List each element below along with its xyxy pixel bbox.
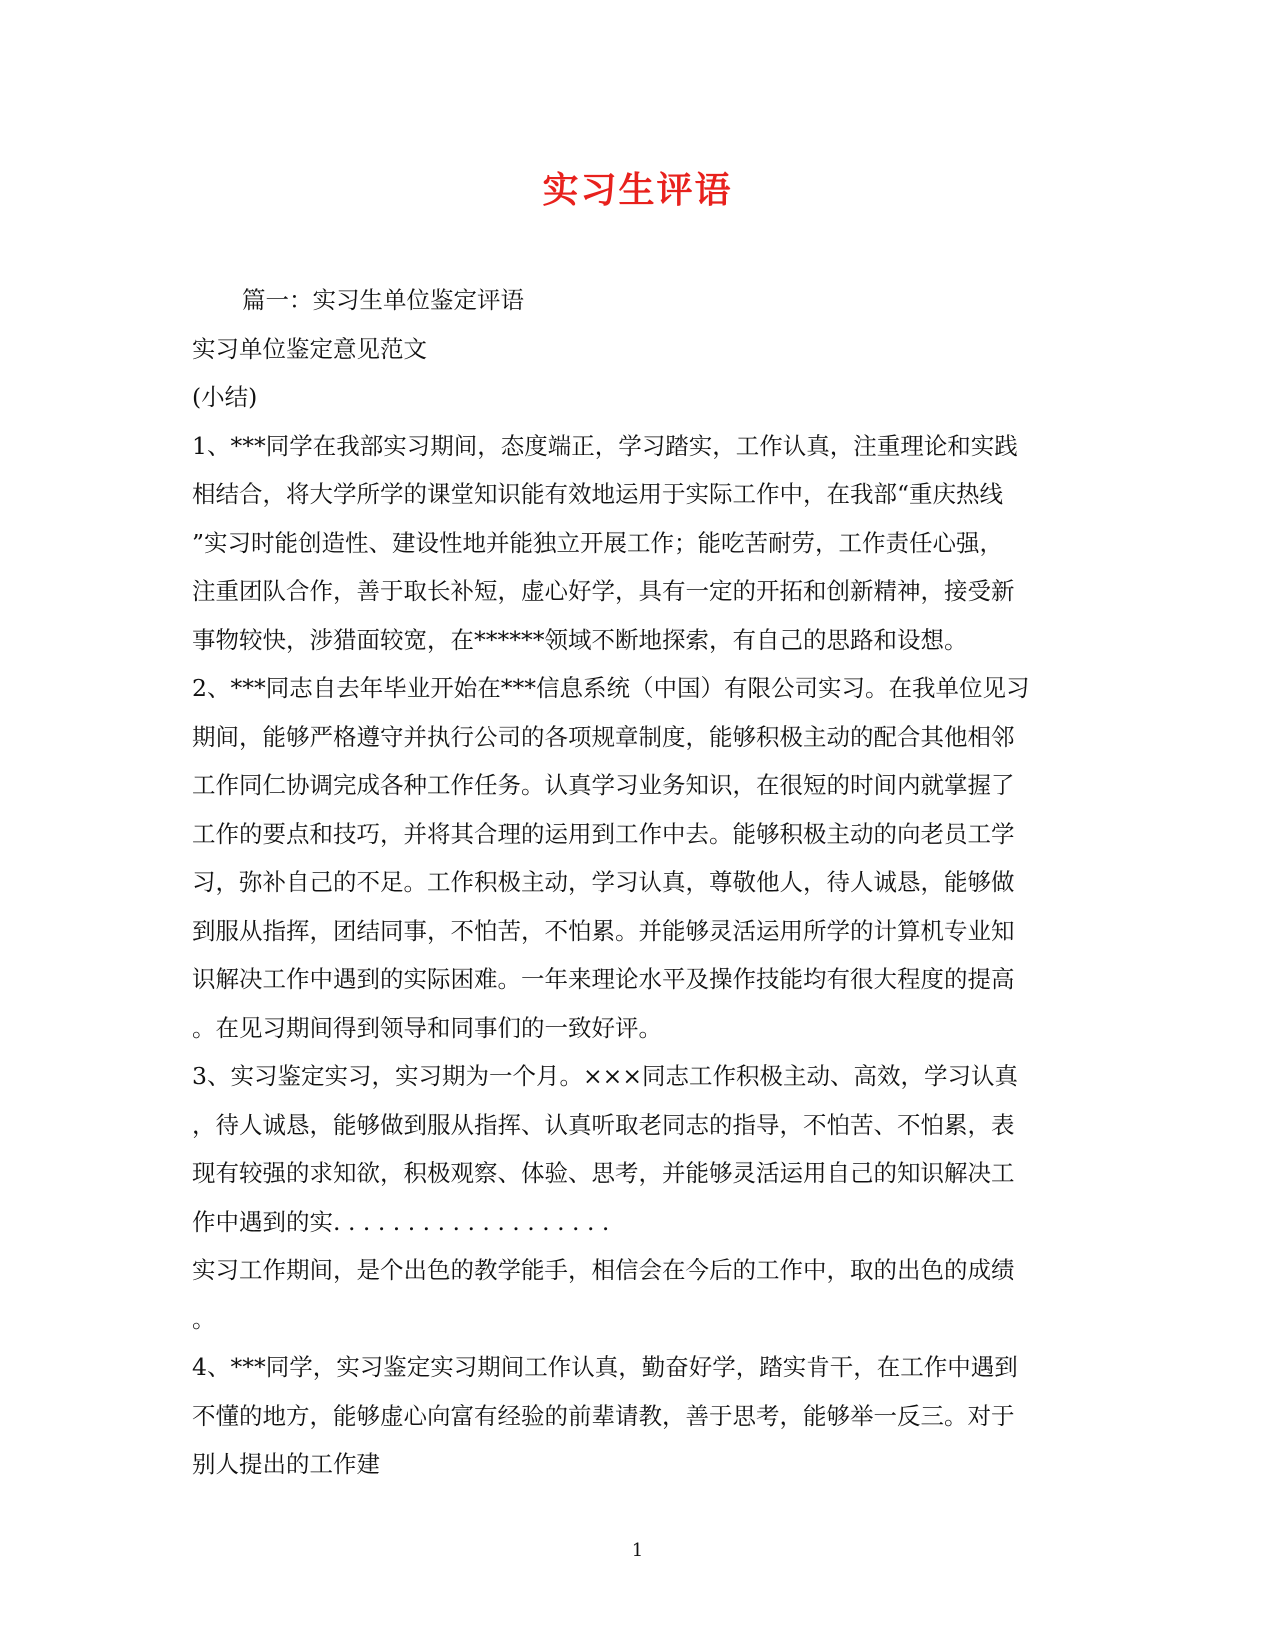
paragraph-line: 相结合，将大学所学的课堂知识能有效地运用于实际工作中，在我部“重庆热线 <box>192 480 1004 508</box>
paragraph-line: 实习工作期间，是个出色的教学能手，相信会在今后的工作中，取的出色的成绩 <box>192 1256 1015 1284</box>
paragraph-line: 。 <box>192 1304 216 1333</box>
paragraph-line: 到服从指挥，团结同事，不怕苦，不怕累。并能够灵活运用所学的计算机专业知 <box>192 916 1015 945</box>
paragraph-line: 别人提出的工作建 <box>192 1450 380 1478</box>
section-heading: 篇一：实习生单位鉴定评语 <box>242 286 524 314</box>
paragraph-line: 识解决工作中遇到的实际困难。一年来理论水平及操作技能均有很大程度的提高 <box>192 965 1015 993</box>
document-body <box>192 276 1072 1489</box>
paragraph-line: 注重团队合作，善于取长补短，虚心好学，具有一定的开拓和创新精神，接受新 <box>192 577 1015 605</box>
paragraph-line: 期间，能够严格遵守并执行公司的各项规章制度，能够积极主动的配合其他相邻 <box>192 722 1015 751</box>
paragraph-line: 4、***同学，实习鉴定实习期间工作认真，勤奋好学，踏实肯干，在工作中遇到 <box>192 1353 1018 1381</box>
paragraph-line: 1、***同学在我部实习期间，态度端正，学习踏实，工作认真，注重理论和实践 <box>192 431 1018 460</box>
paragraph-line: ”实习时能创造性、建设性地并能独立开展工作；能吃苦耐劳，工作责任心强， <box>192 528 1004 557</box>
paragraph-line: 现有较强的求知欲，积极观察、体验、思考，并能够灵活运用自己的知识解决工 <box>192 1159 1015 1187</box>
paragraph-line: 2、***同志自去年毕业开始在***信息系统（中国）有限公司实习。在我单位见习 <box>192 674 1030 702</box>
paragraph-line: 3、实习鉴定实习，实习期为一个月。×××同志工作积极主动、高效，学习认真 <box>192 1062 1019 1090</box>
paragraph-line: 习，弥补自己的不足。工作积极主动，学习认真，尊敬他人，待人诚恳，能够做 <box>192 868 1015 896</box>
page-number: 1 <box>631 1540 644 1561</box>
subheading-note: (小结) <box>192 383 258 411</box>
paragraph-line: 工作的要点和技巧，并将其合理的运用到工作中去。能够积极主动的向老员工学 <box>192 819 1015 848</box>
paragraph-line: ，待人诚恳，能够做到服从指挥、认真听取老同志的指导，不怕苦、不怕累，表 <box>192 1110 1015 1139</box>
paragraph-line: 事物较快，涉猎面较宽，在******领域不断地探索，有自己的思路和设想。 <box>192 625 968 654</box>
paragraph-line: 工作同仁协调完成各种工作任务。认真学习业务知识，在很短的时间内就掌握了 <box>192 771 1015 799</box>
paragraph-line: 。在见习期间得到领导和同事们的一致好评。 <box>192 1013 662 1042</box>
paragraph-line: 作中遇到的实. . . . . . . . . . . . . . . . . . . <box>192 1207 610 1236</box>
subheading: 实习单位鉴定意见范文 <box>192 334 427 363</box>
document-title: 实习生评语 <box>542 169 733 211</box>
paragraph-line: 不懂的地方，能够虚心向富有经验的前辈请教，善于思考，能够举一反三。对于 <box>192 1401 1015 1430</box>
